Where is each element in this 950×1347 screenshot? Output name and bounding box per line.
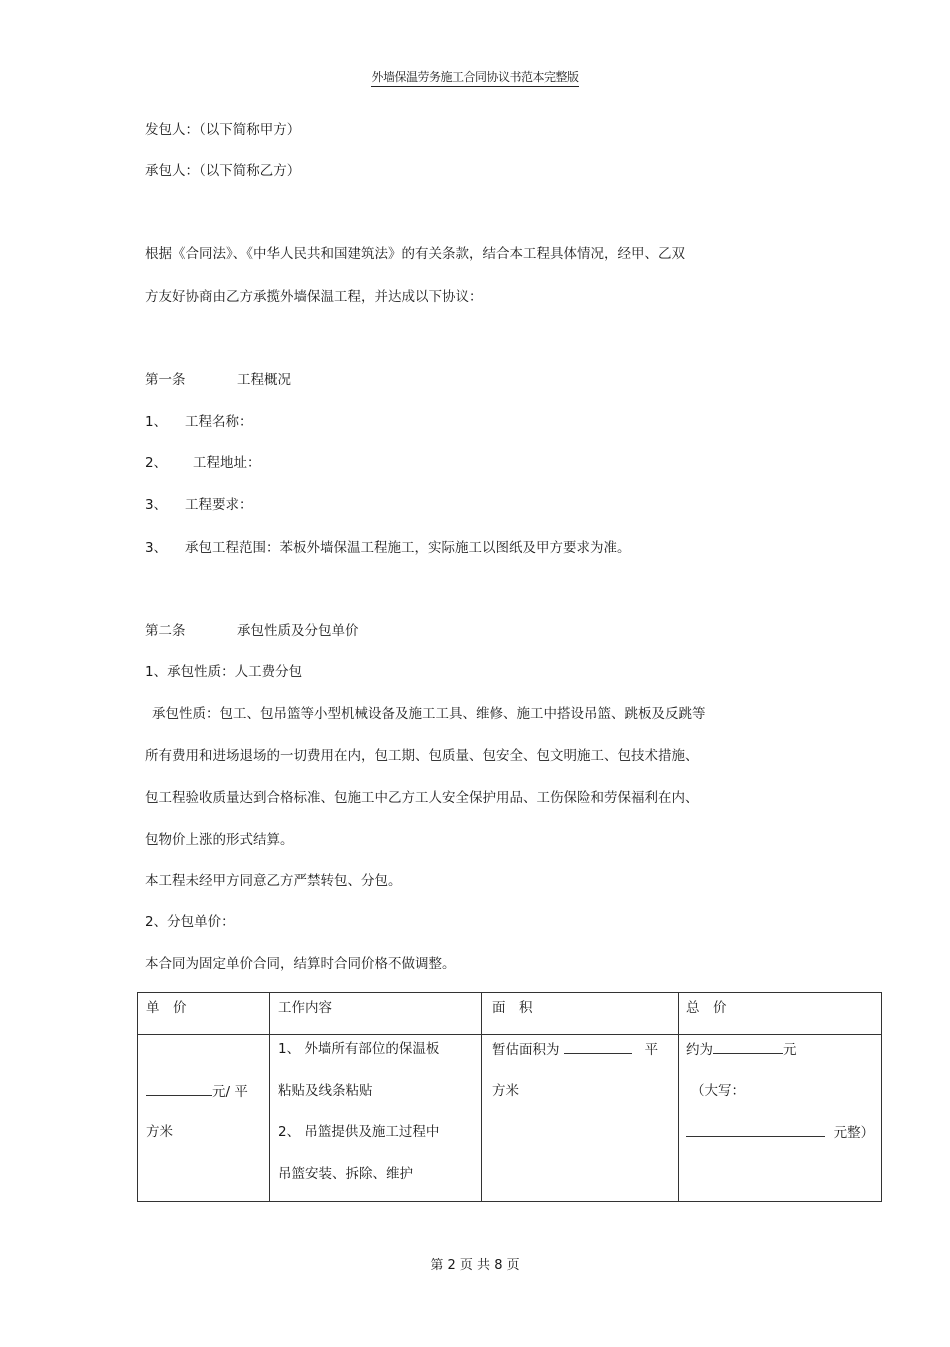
header-unit-price: 单 价 <box>138 993 270 1035</box>
header-title-text: 外墙保温劳务施工合同协议书范本完整版 <box>371 70 578 87</box>
header-total-price: 总 价 <box>679 993 882 1035</box>
employer-line: 发包人：（以下简称甲方） <box>145 122 301 138</box>
article1-item-number: 1、 <box>145 414 168 430</box>
project-name-label: 工程名称： <box>185 414 253 430</box>
article2-heading-title: 承包性质及分包单价 <box>237 623 359 639</box>
area-unit: 方米 <box>492 1082 519 1099</box>
unit-price-unit: 方米 <box>146 1124 173 1140</box>
page-number-footer: 第 2 页 共 8 页 <box>430 1258 520 1273</box>
unit-price-blank[interactable] <box>146 1081 212 1096</box>
total-daxie-blank[interactable] <box>686 1122 825 1137</box>
contract-nature-item: 1、承包性质：人工费分包 <box>145 664 303 680</box>
work-content-line: 粘贴及线条粘贴 <box>278 1082 373 1099</box>
contract-nature-line: 所有费用和进场退场的一切费用在内，包工期、包质量、包安全、包文明施工、包技术措施、 <box>145 748 699 764</box>
article1-item-number: 3、 <box>145 497 168 513</box>
project-requirements-label: 工程要求： <box>185 497 253 513</box>
total-suffix: 元 <box>783 1042 797 1058</box>
total-daxie-line <box>686 1122 881 1164</box>
contract-scope-text: 承包工程范围：苯板外墙保温工程施工，实际施工以图纸及甲方要求为准。 <box>185 540 631 556</box>
unit-price-line <box>146 1081 269 1123</box>
unit-price-suffix: 元/ 平 <box>212 1083 248 1100</box>
unit-price-item: 2、分包单价： <box>145 914 235 930</box>
header-work-content: 工作内容 <box>270 993 482 1035</box>
table-row <box>138 1035 882 1202</box>
area-line <box>492 1039 678 1081</box>
article1-heading-number: 第一条 <box>145 372 186 388</box>
work-content-line: 2、 吊篮提供及施工过程中 <box>278 1124 440 1140</box>
no-subcontract-clause: 本工程未经甲方同意乙方严禁转包、分包。 <box>145 873 402 889</box>
project-address-label: 工程地址： <box>193 455 261 471</box>
article2-heading-number: 第二条 <box>145 623 186 639</box>
unit-price-cell <box>138 1035 270 1202</box>
article1-item-number: 2、 <box>145 455 168 471</box>
work-content-line: 1、 外墙所有部位的保温板 <box>278 1041 440 1057</box>
contract-nature-line: 承包性质：包工、包吊篮等小型机械设备及施工工具、维修、施工中搭设吊篮、跳板及反跳等 <box>152 706 706 722</box>
intro-line-2: 方友好协商由乙方承揽外墙保温工程，并达成以下协议： <box>145 289 483 305</box>
price-table <box>137 992 882 1202</box>
article1-heading-title: 工程概况 <box>237 372 291 388</box>
total-daxie-end: 元整） <box>833 1125 875 1141</box>
work-content-line: 吊篮安装、拆除、维护 <box>278 1165 413 1182</box>
area-cell <box>482 1035 679 1202</box>
contract-nature-line: 包物价上涨的形式结算。 <box>145 832 294 848</box>
area-blank[interactable] <box>564 1039 632 1054</box>
area-prefix: 暂估面积为 <box>492 1042 560 1058</box>
contractor-line: 承包人：（以下简称乙方） <box>145 163 301 179</box>
total-amount-blank[interactable] <box>713 1039 783 1054</box>
intro-line-1: 根据《合同法》、《中华人民共和国建筑法》的有关条款，结合本工程具体情况，经甲、乙双 <box>145 246 685 262</box>
fixed-price-clause: 本合同为固定单价合同，结算时合同价格不做调整。 <box>145 956 456 972</box>
header-area: 面 积 <box>482 993 679 1035</box>
contract-nature-line: 包工程验收质量达到合格标准、包施工中乙方工人安全保护用品、工伤保险和劳保福利在内、 <box>145 790 699 806</box>
total-prefix: 约为 <box>686 1042 713 1058</box>
area-suffix: 平 <box>644 1042 659 1058</box>
total-line <box>686 1039 881 1081</box>
article1-item-number: 3、 <box>145 540 168 556</box>
table-header-row <box>138 993 882 1035</box>
total-price-cell <box>679 1035 882 1202</box>
work-content-cell <box>270 1035 482 1202</box>
document-header-title <box>0 68 950 85</box>
total-daxie-label: （大写： <box>691 1082 745 1099</box>
